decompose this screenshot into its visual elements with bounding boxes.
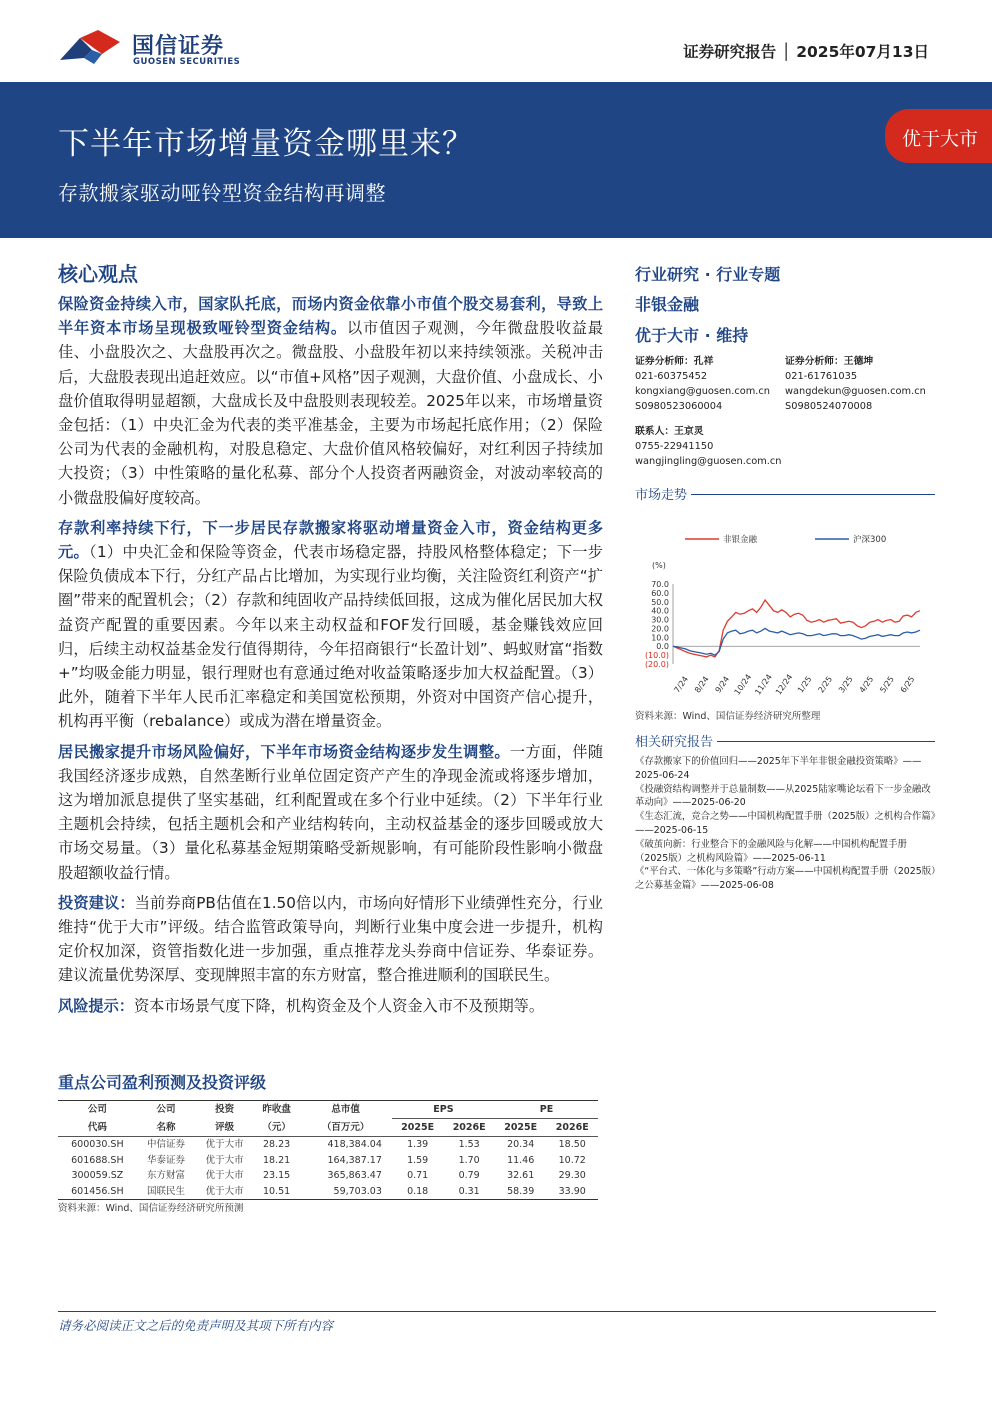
y-tick-label: 30.0	[651, 615, 669, 625]
rating-tag: 优于大市	[885, 109, 992, 163]
x-tick-label: 3/25	[837, 674, 855, 695]
analyst-name: 证券分析师：王德坤	[785, 356, 874, 367]
table-cell: 18.50	[558, 1139, 586, 1150]
related-report-item[interactable]: 《破茧向新：行业整合下的金融风险与化解——中国机构配置手册（2025版）之机构风险篇》——2025-06-11	[635, 838, 907, 864]
legend-label: 非银金融	[723, 535, 758, 545]
col-header: 昨收盘	[262, 1104, 291, 1116]
series-line	[673, 600, 920, 657]
y-tick-label: 0.0	[656, 642, 669, 652]
table-cell: 601688.SH	[71, 1154, 124, 1166]
table-cell: 20.34	[507, 1139, 535, 1150]
x-tick-label: 6/25	[898, 674, 917, 695]
report-title: 下半年市场增量资金哪里来？	[58, 126, 474, 162]
table-cell: 33.90	[546, 1184, 598, 1200]
table-cell: 1.39	[407, 1139, 429, 1150]
company-logo	[58, 26, 258, 70]
risk-warning-body: 资本市场景气度下降，机构资金及个人资金入市不及预期等。	[133, 996, 544, 1015]
col-header: 代码	[58, 1119, 137, 1137]
y-axis-label: (%)	[652, 561, 666, 570]
contact-phone: 0755-22941150	[635, 441, 714, 452]
paragraph-2-lead: 存款利率持续下行，下一步居民存款搬家将驱动增量资金入市，资金结构更多元。	[58, 518, 603, 562]
industry-category: 行业研究 · 行业专题	[635, 265, 781, 284]
table-cell: 10.51	[254, 1184, 299, 1200]
x-tick-label: 4/25	[857, 674, 876, 695]
analyst-email: kongxiang@guosen.com.cn	[635, 386, 771, 397]
table-cell: 1.53	[458, 1139, 480, 1150]
y-tick-label: (10.0)	[644, 651, 669, 661]
table-cell: 0.31	[443, 1184, 495, 1200]
table-row	[58, 1168, 598, 1184]
paragraph-2-body: （1）中央汇金和保险等资金，代表市场稳定器，持股风格整体稳定；下一步保险负债成本下行，分红产品占比增加，为实现行业均衡，关注险资红利资产“扩圈”带来的配置机会；（2）存款和纯固收产品持续低回报，这成为催化居民加大权益资产配置的重要因素。今年以来主动权益和FOF发行回暖，基金赚钱效应回归，后续主动权益基金发行值得期待，今年招商银行“长盈计划”、蚂蚁财富“指数+”均吸金能力明显，银行理财也有意通过绝对收益策略逐步加大权益配置。（3）此外，随着下半年人民币汇率稳定和美国宽松预期，外资对中国资产信心提升，机构再平衡（rebalance）或成为潜在增量资金。	[58, 543, 603, 731]
x-tick-label: 2/25	[816, 674, 835, 695]
col-header: 总市值	[331, 1104, 360, 1116]
legend-label: 沪深300	[853, 535, 887, 545]
related-report-item[interactable]: 《投融资结构调整并于总量制数——从2025陆家嘴论坛看下一步金融改革动向》——2025-06-20	[635, 783, 931, 809]
y-tick-label: 50.0	[651, 597, 669, 607]
guosen-logo-icon	[58, 28, 122, 66]
industry-name: 非银金融	[635, 295, 700, 314]
col-header: 公司	[87, 1104, 107, 1116]
related-research-list	[635, 755, 940, 893]
table-cell: 300059.SZ	[71, 1170, 124, 1181]
related-research-title: 相关研究报告	[635, 731, 717, 750]
related-report-item[interactable]: 《“平台式、一体化与多策略”行动方案——中国机构配置手册（2025版）之公募基金篇》——2025-06-08	[635, 866, 936, 892]
table-cell: 418,384.04	[327, 1139, 382, 1150]
col-header: 公司	[156, 1104, 176, 1116]
analyst-phone: 021-60375452	[635, 371, 708, 382]
col-header: 评级	[195, 1119, 254, 1137]
market-trend-section	[635, 484, 935, 504]
table-cell: 优于大市	[205, 1170, 244, 1181]
table-cell: 29.30	[558, 1170, 586, 1181]
table-cell: 23.15	[263, 1170, 291, 1181]
x-tick-label: 8/24	[692, 674, 711, 695]
table-cell: 600030.SH	[71, 1139, 124, 1150]
paragraph-1-lead: 保险资金持续入市，国家队托底，而场内资金依靠小市值个股交易套利，导致上半年资本市场呈现极致哑铃型资金结构。	[58, 295, 603, 338]
table-row	[58, 1184, 598, 1200]
col-header: 2026E	[443, 1119, 495, 1137]
paragraph-3-lead: 居民搬家提升市场风险偏好，下半年市场资金结构逐步发生调整。	[58, 742, 510, 761]
table-cell: 0.18	[392, 1184, 444, 1200]
table-cell: 0.79	[458, 1170, 480, 1181]
market-trend-chart	[635, 520, 935, 705]
table-cell: 164,387.17	[327, 1154, 382, 1166]
col-header: 2025E	[495, 1119, 547, 1137]
table-cell: 优于大市	[205, 1139, 244, 1150]
market-trend-title: 市场走势	[635, 484, 691, 503]
table-cell: 国联民生	[137, 1184, 196, 1200]
y-tick-label: 40.0	[651, 606, 669, 616]
col-header-pe: PE	[495, 1101, 598, 1119]
col-header-eps: EPS	[392, 1101, 495, 1119]
y-tick-label: 10.0	[651, 633, 669, 643]
related-report-item[interactable]: 《生态汇流，竞合之势——中国机构配置手册（2025版）之机构合作篇》——2025-06-15	[635, 811, 936, 836]
report-type-date: 证券研究报告 │ 2025年07月13日	[683, 43, 929, 61]
paragraph-4	[58, 891, 603, 988]
table-cell: 华泰证券	[147, 1154, 186, 1166]
analyst-cert: S0980524070008	[785, 401, 873, 412]
x-tick-label: 5/25	[878, 674, 896, 695]
table-row	[58, 1153, 598, 1169]
table-cell: 11.46	[507, 1154, 535, 1166]
core-view-content	[58, 292, 603, 1024]
table-cell: 东方财富	[147, 1170, 186, 1181]
footer-divider	[58, 1311, 936, 1312]
investment-advice-body: 当前券商PB估值在1.50倍以内，市场向好情形下业绩弹性充分，行业维持“优于大市”评级。结合监管政策导向，判断行业集中度会进一步提升，机构定价权加深，资管指数化进一步加强，重点推荐龙头券商中信证券、华泰证券。建议流量优势深厚、变现牌照丰富的东方财富，整合推进顺利的国联民生。	[58, 893, 603, 985]
y-tick-label: 60.0	[651, 588, 669, 598]
x-tick-label: 1/25	[795, 674, 814, 695]
investment-advice-label: 投资建议：	[58, 893, 135, 912]
analyst-phone: 021-61761035	[785, 371, 858, 382]
chart-source: 资料来源：Wind、国信证券经济研究所整理	[635, 711, 821, 722]
table-cell: 58.39	[495, 1184, 547, 1200]
col-header: 名称	[137, 1119, 196, 1137]
table-cell: 10.72	[558, 1154, 586, 1166]
analyst-1	[635, 354, 785, 414]
y-tick-label: 70.0	[651, 580, 669, 589]
series-line	[673, 628, 920, 655]
table-cell: 优于大市	[195, 1184, 254, 1200]
table-cell: 365,863.47	[327, 1170, 382, 1181]
logo-cn-text: 国信证券	[132, 34, 225, 59]
analyst-email: wangdekun@guosen.com.cn	[785, 386, 926, 397]
col-header: （百万元）	[299, 1119, 392, 1137]
table-cell: 0.71	[407, 1170, 429, 1181]
report-subtitle: 存款搬家驱动哑铃型资金结构再调整	[58, 181, 386, 205]
x-tick-label: 7/24	[672, 674, 691, 695]
paragraph-3-body: 一方面，伴随我国经济逐步成熟，自然垄断行业单位固定资产产生的净现金流或将逐步增加，这为增加派息提供了坚实基础，红利配置或在多个行业中延续。（2）下半年行业主题机会持续，包括主题机会和产业结构转向，主动权益基金的逐步回暖或放大市场交易量。（3）量化私募基金短期策略受新规影响，有可能阶段性影响小微盘股超额收益行情。	[58, 742, 604, 882]
forecast-table	[58, 1100, 598, 1200]
table-cell: 1.59	[407, 1154, 429, 1166]
footer-disclaimer: 请务必阅读正文之后的免责声明及其项下所有内容	[58, 1318, 334, 1333]
core-view-heading: 核心观点	[58, 262, 138, 286]
table-cell: 28.23	[263, 1139, 291, 1150]
table-cell: 1.70	[458, 1154, 480, 1166]
contact-email: wangjingling@guosen.com.cn	[635, 456, 782, 467]
forecast-table-title: 重点公司盈利预测及投资评级	[58, 1073, 267, 1092]
col-header: （元）	[254, 1119, 299, 1137]
paragraph-5	[58, 994, 603, 1018]
table-cell: 优于大市	[205, 1154, 244, 1166]
table-cell: 32.61	[507, 1170, 535, 1181]
industry-rating: 优于大市 · 维持	[635, 326, 749, 345]
table-source: 资料来源：Wind、国信证券经济研究所预测	[58, 1203, 244, 1214]
contact-name: 联系人：王京灵	[635, 426, 704, 437]
analyst-cert: S0980523060004	[635, 401, 723, 412]
table-cell: 18.21	[263, 1154, 291, 1166]
paragraph-2	[58, 516, 603, 734]
paragraph-3	[58, 740, 603, 885]
contact-block	[635, 424, 782, 469]
x-tick-label: 10/24	[732, 672, 754, 697]
table-cell: 59,703.03	[299, 1184, 392, 1200]
y-tick-label: 20.0	[651, 624, 669, 634]
logo-en-text: GUOSEN SECURITIES	[133, 57, 241, 67]
table-cell: 中信证券	[147, 1139, 186, 1150]
x-tick-label: 12/24	[773, 672, 795, 697]
analyst-name: 证券分析师：孔祥	[635, 356, 714, 367]
paragraph-1	[58, 292, 603, 510]
y-tick-label: (20.0)	[644, 660, 669, 669]
col-header: 2026E	[546, 1119, 598, 1137]
x-tick-label: 11/24	[753, 672, 774, 697]
risk-warning-label: 风险提示：	[58, 996, 134, 1015]
related-research-section	[635, 731, 935, 751]
related-report-item[interactable]: 《存款搬家下的价值回归——2025年下半年非银金融投资策略》——2025-06-24	[635, 756, 922, 781]
paragraph-1-body: 以市值因子观测，今年微盘股收益最佳、小盘股次之、大盘股再次之。微盘股、小盘股年初以来持续领涨。关税冲击后，大盘股表现出追赶效应。以“市值+风格”因子观测，大盘价值、小盘成长、小盘价值取得明显超额，大盘成长及中盘股则表现较差。2025年以来，市场增量资金包括：（1）中央汇金为代表的类平准基金，主要为市场起托底作用；（2）保险公司为代表的金融机构，对股息稳定、大盘价值风格较偏好，对红利因子持续加大投资；（3）中性策略的量化私募、部分个人投资者两融资金，对波动率较高的小微盘股偏好度较高。	[58, 319, 604, 507]
col-header: 投资	[215, 1104, 235, 1116]
table-cell: 601456.SH	[58, 1184, 137, 1200]
table-row	[58, 1137, 598, 1153]
x-tick-label: 9/24	[713, 674, 732, 695]
col-header: 2025E	[392, 1119, 444, 1137]
analyst-2	[785, 354, 935, 414]
